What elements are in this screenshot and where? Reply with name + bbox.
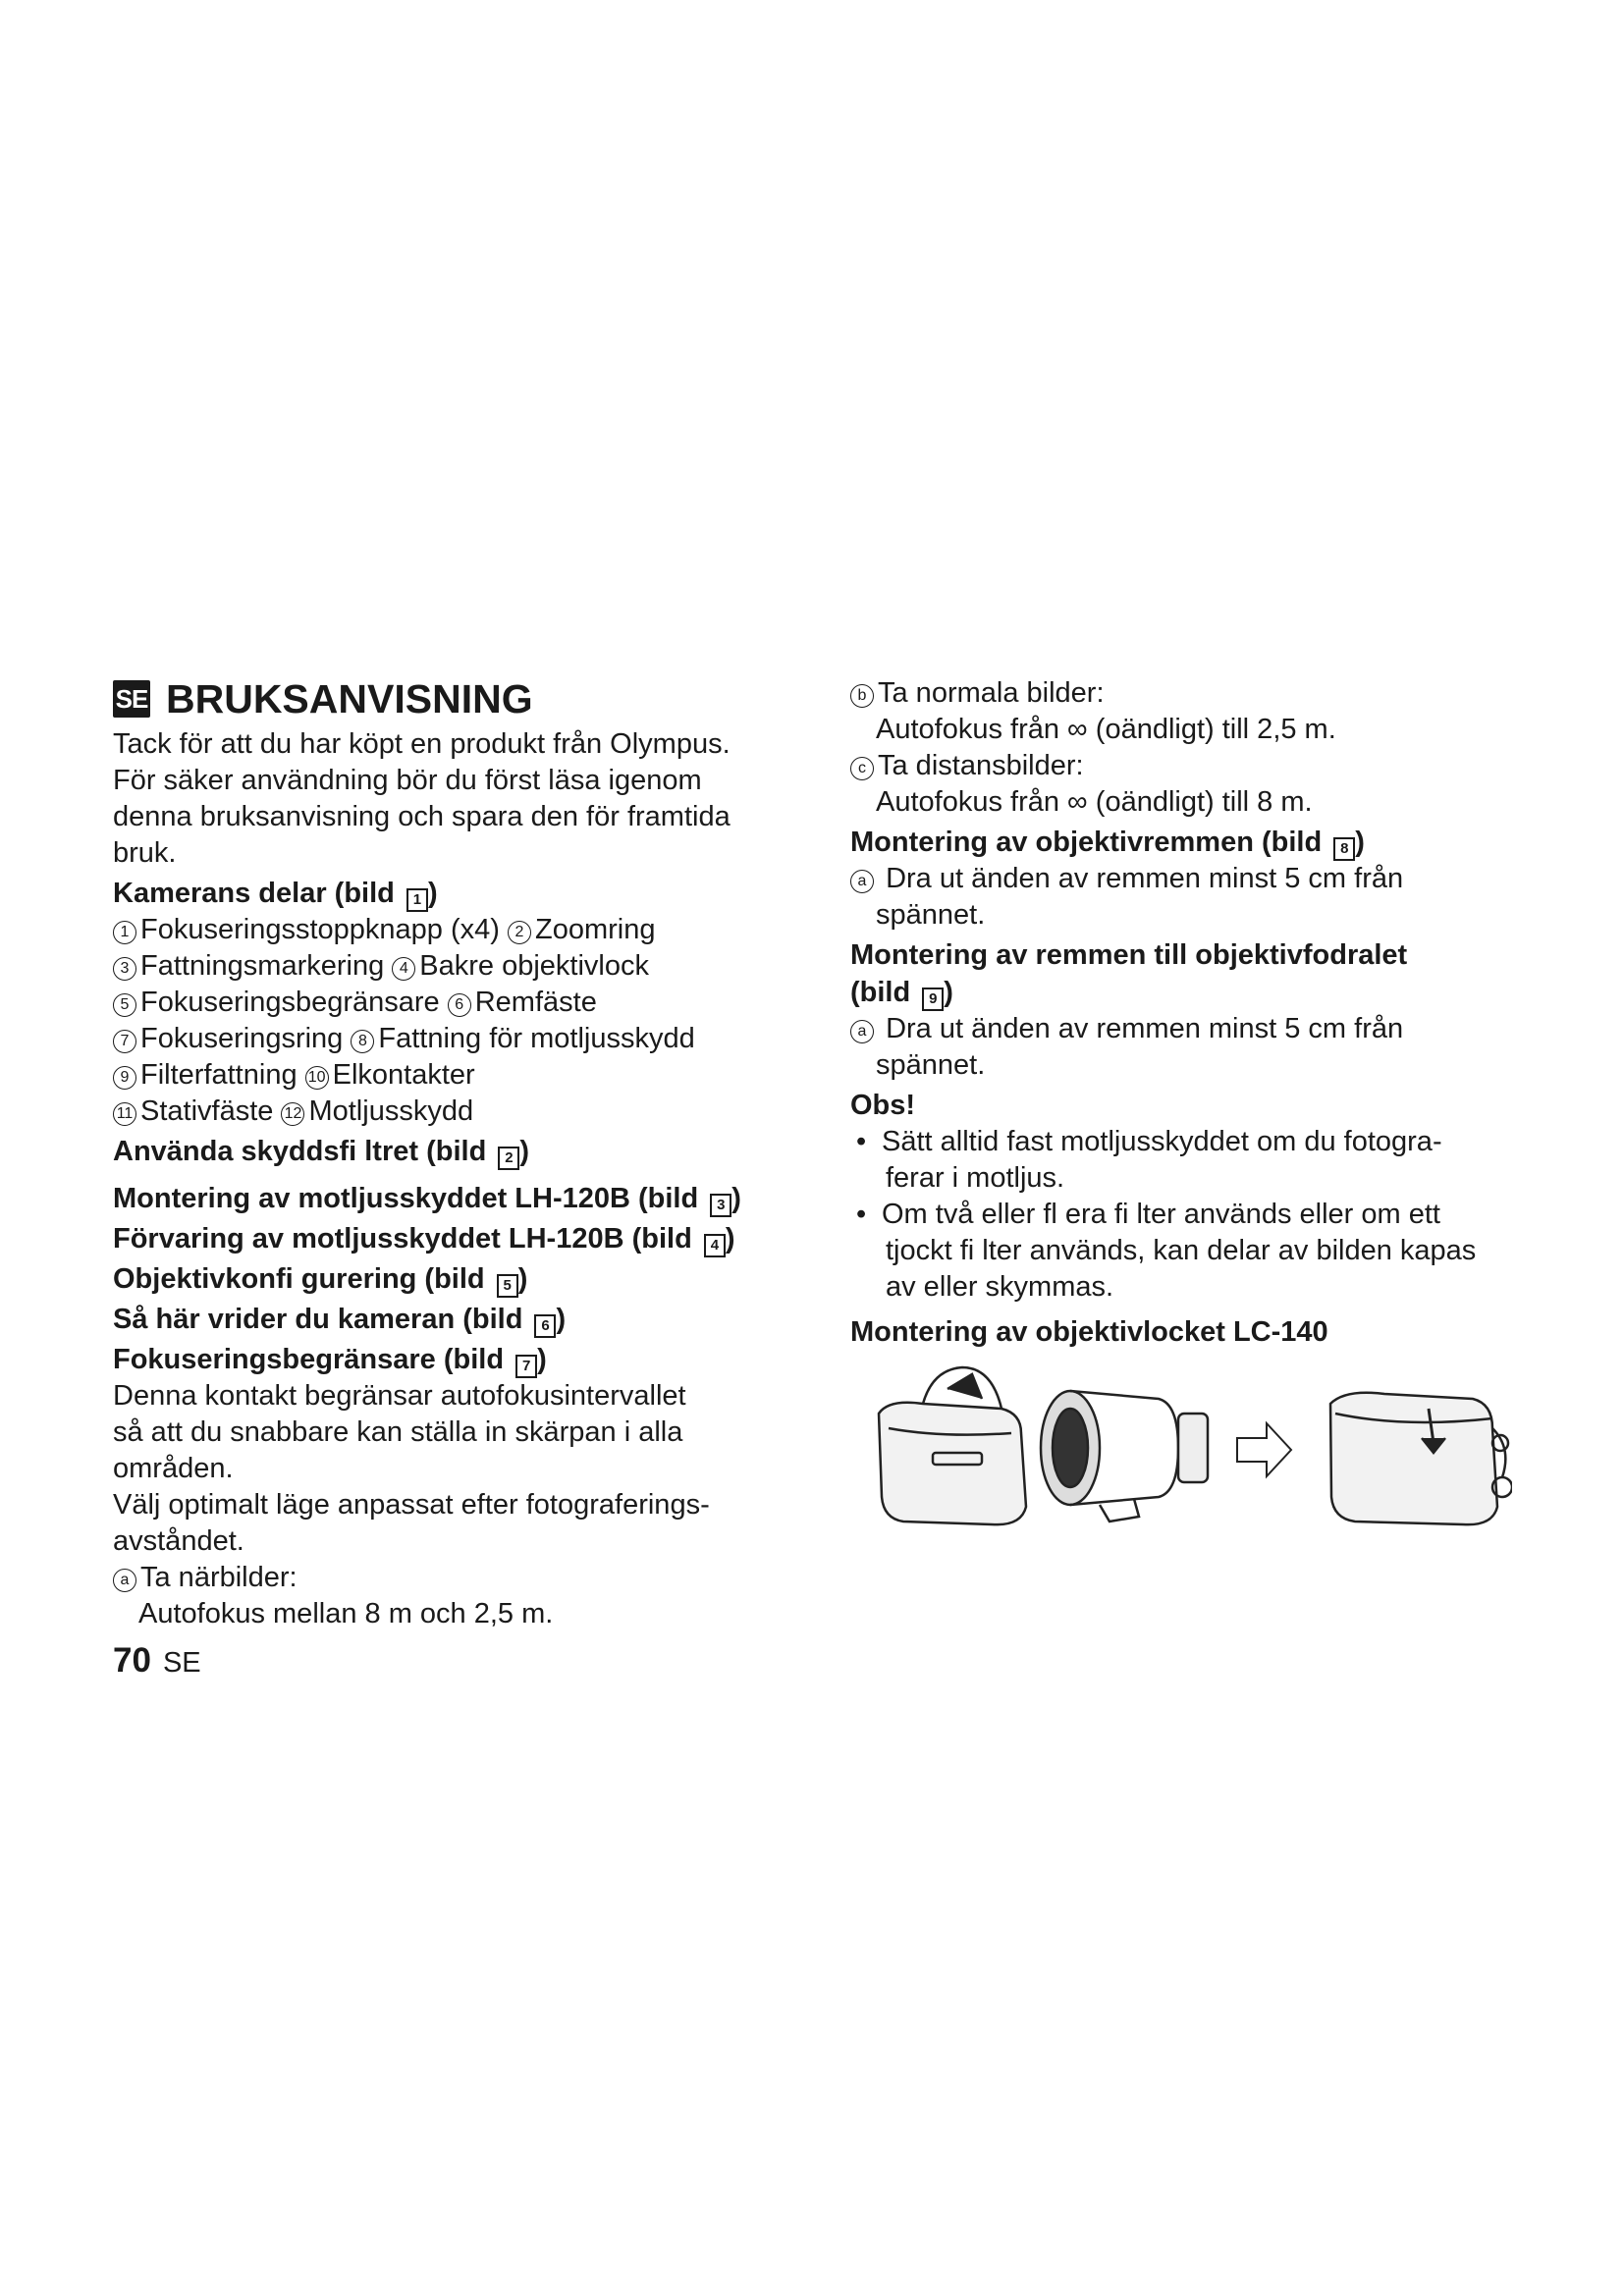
closeup-item: a Ta närbilder:: [113, 1560, 800, 1596]
letter-marker: a: [850, 1020, 874, 1043]
open-case-drawing: [879, 1367, 1026, 1524]
number-marker: 6: [448, 993, 471, 1017]
arrow-right-icon: [1237, 1423, 1291, 1476]
lens-drawing: [1041, 1391, 1208, 1522]
parts-line: 1 Fokuseringsstoppknapp (x4) 2 Zoomring: [113, 912, 800, 948]
note-item-cont: ferar i motljus.: [886, 1162, 1065, 1194]
heading-rotate-camera: Så här vrider du kameran (bild 6 ): [113, 1301, 800, 1338]
heading-case-strap-cont: (bild 9 ): [850, 974, 1528, 1011]
letter-marker: c: [850, 757, 874, 780]
language-badge: SE: [113, 680, 150, 718]
parts-line: 9 Filterfattning 10 Elkontakter: [113, 1057, 800, 1094]
intro-line: bruk.: [113, 837, 177, 869]
heading-focus-limiter: Fokuseringsbegränsare (bild 7 ): [113, 1341, 800, 1378]
number-marker: 12: [281, 1102, 304, 1126]
normal-detail: Autofokus från ∞ (oändligt) till 2,5 m.: [876, 714, 1336, 745]
closeup-detail: Autofokus mellan 8 m och 2,5 m.: [138, 1598, 554, 1629]
number-marker: 1: [113, 921, 136, 944]
lens-case-illustration: [864, 1360, 1512, 1536]
note-item-cont: tjockt fi lter används, kan delar av bilden kapas: [886, 1235, 1477, 1266]
page-title: [113, 675, 800, 722]
heading-store-hood: Förvaring av motljusskyddet LH-120B (bild 4 ): [113, 1220, 800, 1257]
parts-line: 3 Fattningsmarkering 4 Bakre objektivlock: [113, 948, 800, 985]
footer-language: SE: [162, 1647, 201, 1679]
limiter-line: Denna kontakt begränsar autofokusintervallet: [113, 1380, 686, 1412]
figure-ref: 6: [534, 1314, 556, 1338]
right-column: [850, 675, 1528, 1351]
number-marker: 9: [113, 1066, 136, 1090]
limiter-line: avståndet.: [113, 1525, 244, 1557]
page-footer: [113, 1641, 201, 1681]
heading-camera-parts: Kamerans delar (bild 1 ): [113, 875, 800, 912]
limiter-line: så att du snabbare kan ställa in skärpan i alla: [113, 1416, 683, 1448]
figure-ref: 2: [498, 1147, 519, 1170]
figure-ref: 4: [704, 1234, 726, 1257]
number-marker: 5: [113, 993, 136, 1017]
number-marker: 3: [113, 957, 136, 981]
parts-line: 7 Fokuseringsring 8 Fattning för motljusskydd: [113, 1021, 800, 1057]
intro-line: denna bruksanvisning och spara den för framtida: [113, 801, 731, 832]
note-item: • Sätt alltid fast motljusskyddet om du fotogra-: [850, 1124, 1528, 1160]
parts-line: 11 Stativfäste 12 Motljusskydd: [113, 1094, 800, 1130]
case-strap-step: a Dra ut änden av remmen minst 5 cm från: [850, 1011, 1528, 1047]
limiter-line: områden.: [113, 1453, 234, 1484]
strap-step-cont: spännet.: [876, 899, 986, 931]
number-marker: 4: [392, 957, 415, 981]
intro-line: Tack för att du har köpt en produkt från Olympus.: [113, 728, 731, 760]
letter-marker: a: [113, 1569, 136, 1592]
parts-line: 5 Fokuseringsbegränsare 6 Remfäste: [113, 985, 800, 1021]
left-column: [113, 675, 800, 1632]
note-item-cont: av eller skymmas.: [886, 1271, 1114, 1303]
strap-step: a Dra ut änden av remmen minst 5 cm från: [850, 861, 1528, 897]
heading-lens-config: Objektivkonfi gurering (bild 5 ): [113, 1260, 800, 1298]
normal-item: b Ta normala bilder:: [850, 675, 1528, 712]
number-marker: 10: [305, 1066, 329, 1090]
figure-ref: 9: [922, 988, 944, 1011]
intro-line: För säker användning bör du först läsa igenom: [113, 765, 702, 796]
number-marker: 7: [113, 1030, 136, 1053]
page-number: 70: [113, 1641, 151, 1680]
distance-item: c Ta distansbilder:: [850, 748, 1528, 784]
heading-filter: Använda skyddsfi ltret (bild 2 ): [113, 1133, 800, 1170]
heading-case-strap: Montering av remmen till objektivfodralet: [850, 939, 1408, 971]
figure-ref: 7: [515, 1355, 537, 1378]
figure-ref: 5: [497, 1274, 518, 1298]
case-strap-step-cont: spännet.: [876, 1049, 986, 1081]
heading-lens-cap: Montering av objektivlocket LC-140: [850, 1316, 1328, 1348]
title-text: BRUKSANVISNING: [166, 676, 533, 721]
heading-notes: Obs!: [850, 1090, 916, 1121]
number-marker: 2: [508, 921, 531, 944]
heading-mount-hood: Montering av motljusskyddet LH-120B (bild 3 ): [113, 1180, 800, 1217]
number-marker: 8: [351, 1030, 374, 1053]
letter-marker: b: [850, 684, 874, 708]
limiter-line: Välj optimalt läge anpassat efter fotograferings-: [113, 1489, 710, 1521]
figure-ref: 1: [406, 888, 428, 912]
heading-lens-strap: Montering av objektivremmen (bild 8 ): [850, 824, 1528, 861]
figure-ref: 8: [1333, 837, 1355, 861]
figure-ref: 3: [710, 1194, 731, 1217]
note-item: • Om två eller fl era fi lter används eller om ett: [850, 1197, 1528, 1233]
letter-marker: a: [850, 870, 874, 893]
number-marker: 11: [113, 1102, 136, 1126]
distance-detail: Autofokus från ∞ (oändligt) till 8 m.: [876, 786, 1313, 818]
closed-case-drawing: [1330, 1393, 1512, 1524]
